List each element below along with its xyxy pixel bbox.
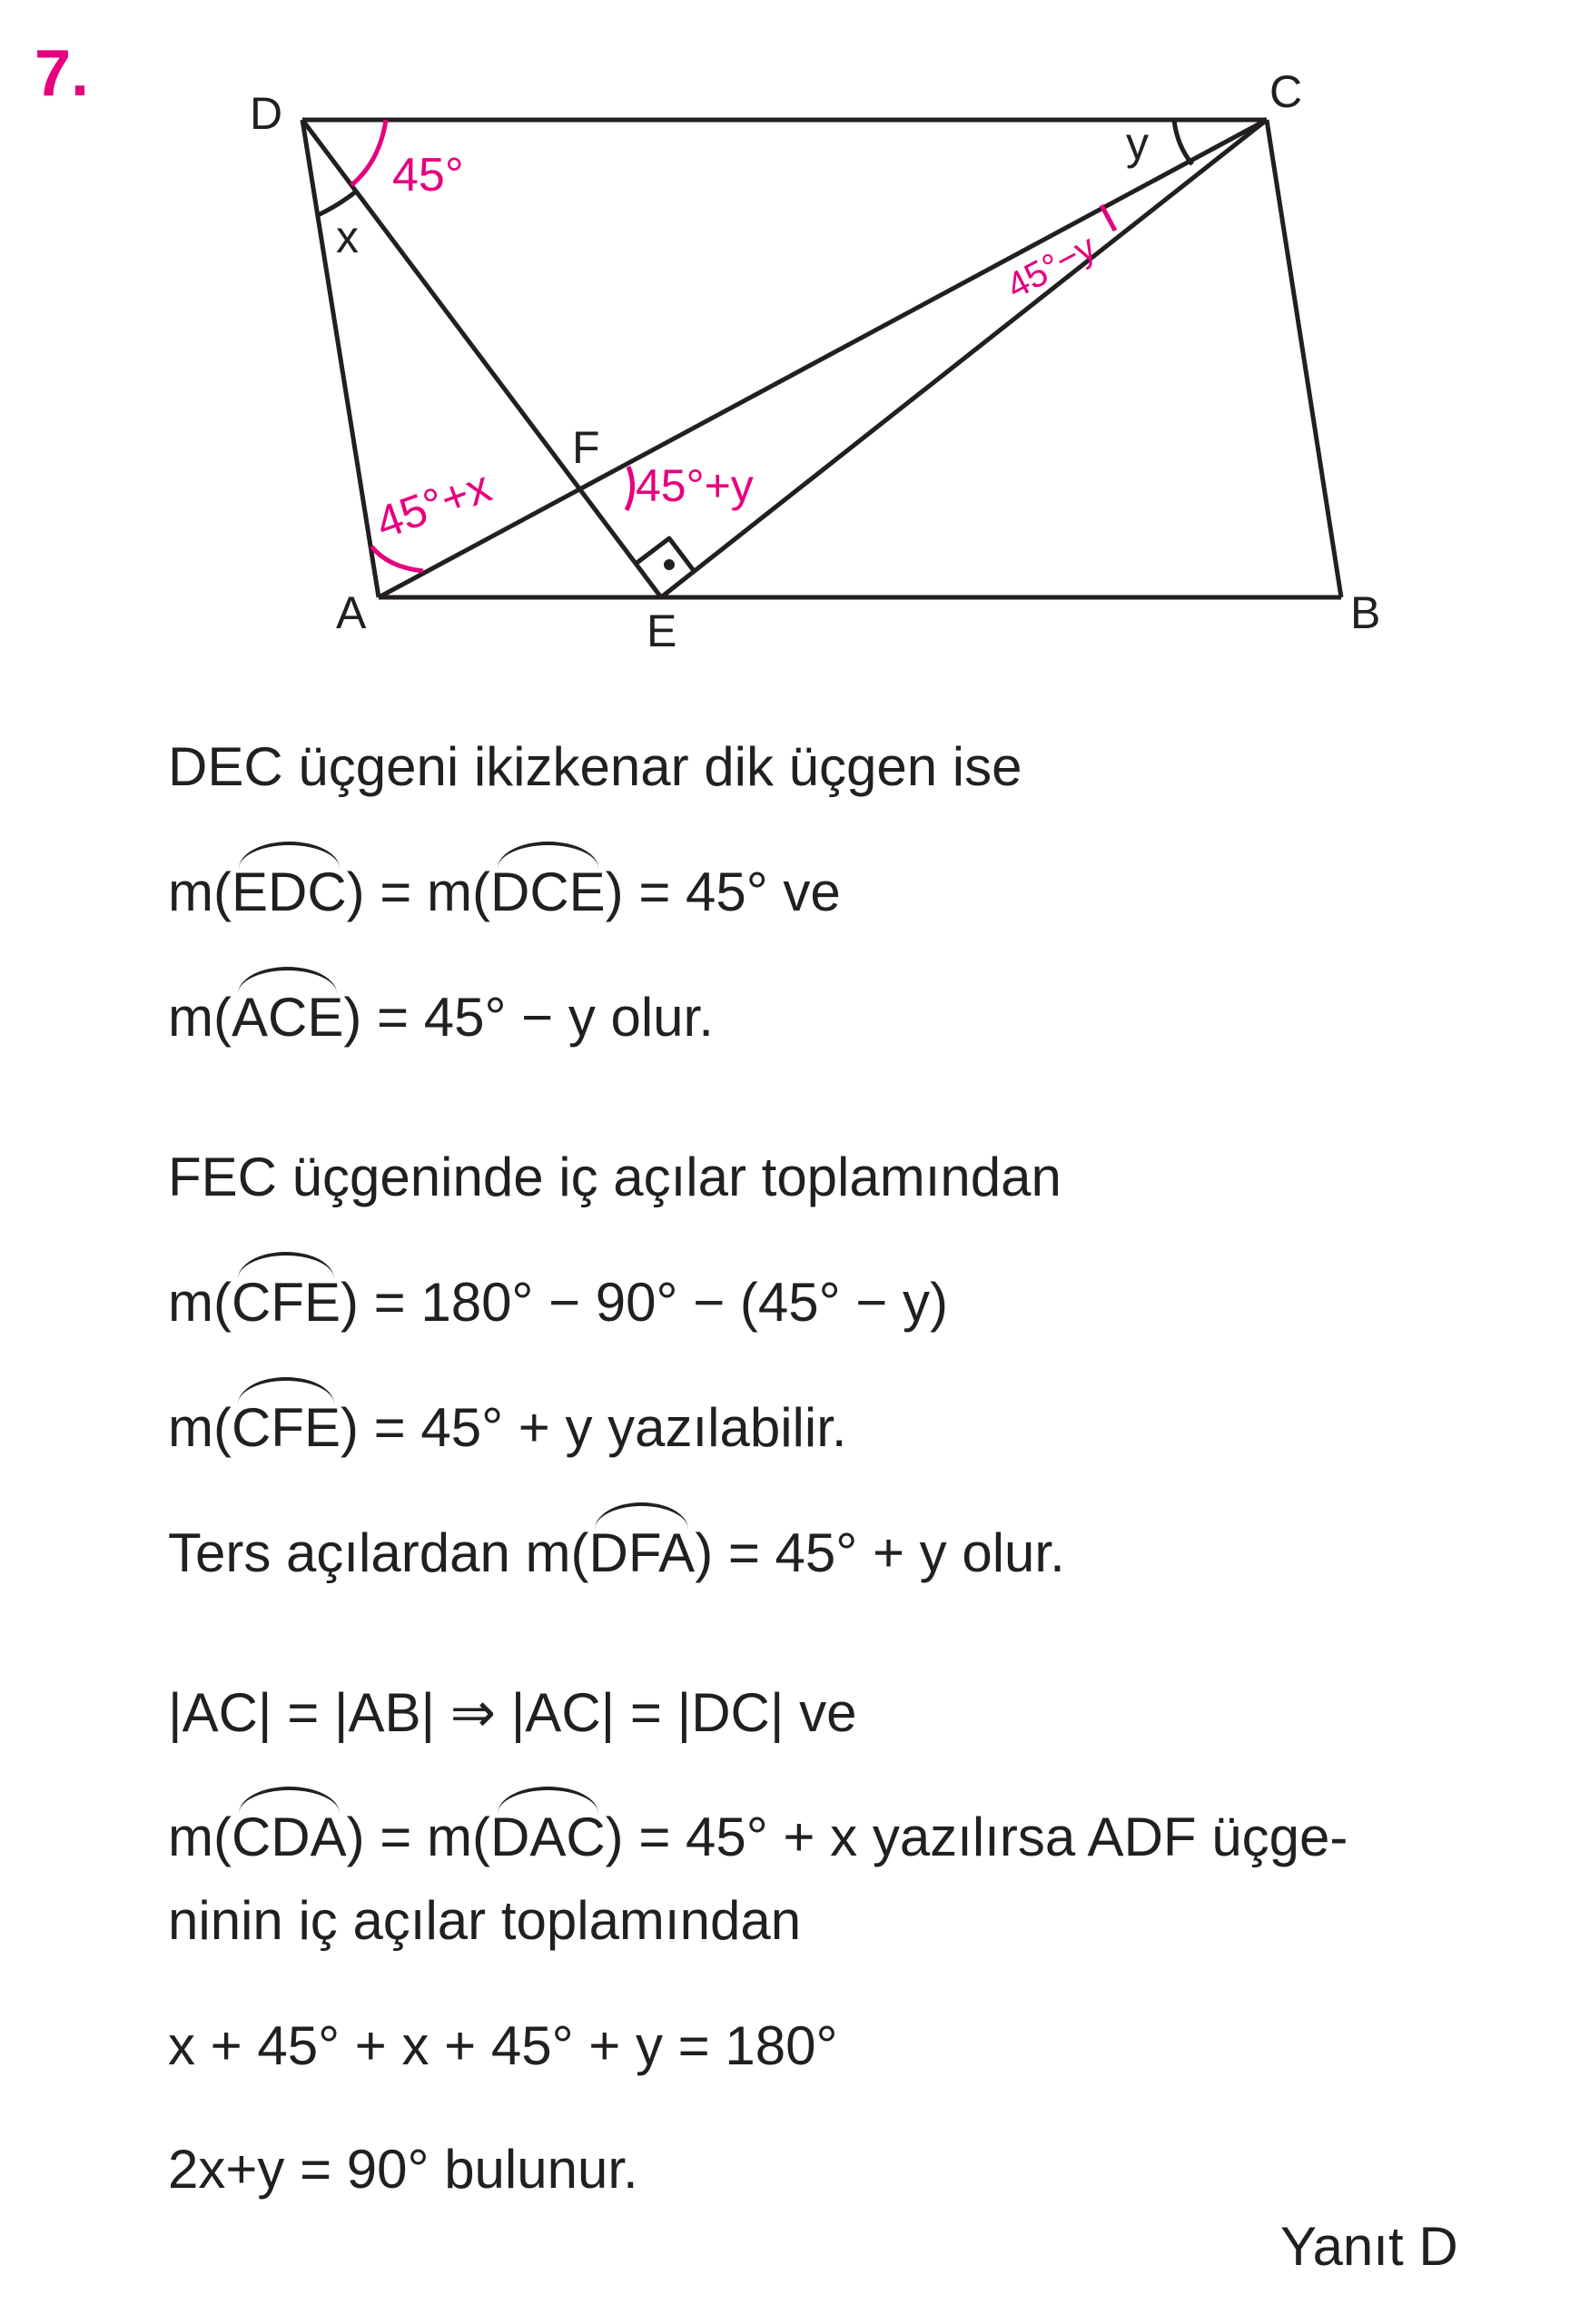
arc-y bbox=[1174, 120, 1192, 164]
text-segment: ) = 45° − y olur. bbox=[343, 987, 714, 1048]
side-da bbox=[302, 120, 379, 597]
angle-dac: DAC bbox=[489, 1807, 606, 1867]
text-segment: m( bbox=[168, 862, 232, 922]
angle-label-ace: 45°−y bbox=[1000, 227, 1102, 307]
label-b: B bbox=[1350, 587, 1381, 638]
angle-ace: ACE bbox=[231, 987, 344, 1048]
diagonal-ac bbox=[379, 120, 1267, 597]
text-segment: ) = 45° + y yazılabilir. bbox=[340, 1397, 847, 1458]
angle-cda: CDA bbox=[231, 1807, 347, 1867]
label-c: C bbox=[1269, 66, 1303, 117]
angle-label-x: x bbox=[336, 212, 359, 262]
segment-ce bbox=[661, 120, 1267, 597]
side-cb bbox=[1267, 120, 1341, 597]
solution-line-3 bbox=[168, 987, 714, 1048]
label-f: F bbox=[572, 422, 600, 473]
label-d: D bbox=[250, 88, 283, 139]
arc-cfe bbox=[627, 467, 633, 510]
answer-text: Yanıt D bbox=[1280, 2216, 1458, 2277]
text-segment: ) = 45° + x yazılırsa ADF üçge- bbox=[605, 1807, 1348, 1867]
arc-45-edc bbox=[351, 120, 386, 185]
angle-label-cfe: 45°+y bbox=[636, 460, 754, 511]
solution-line-5 bbox=[168, 1272, 948, 1333]
solution-line-7 bbox=[168, 1522, 1065, 1583]
text-segment: ) = m( bbox=[346, 1807, 490, 1867]
solution-line-2 bbox=[168, 862, 841, 922]
solution-line-6 bbox=[168, 1397, 847, 1458]
angle-cfe: CFE bbox=[231, 1272, 341, 1333]
solution-line-10: ninin iç açılar toplamından bbox=[168, 1890, 802, 1951]
solution-line-4: FEC üçgeninde iç açılar toplamından bbox=[168, 1147, 1061, 1207]
text-segment: ) = 45° ve bbox=[605, 862, 841, 922]
solution-line-11: x + 45° + x + 45° + y = 180° bbox=[168, 2015, 838, 2076]
label-a: A bbox=[336, 587, 367, 638]
text-segment: ) = m( bbox=[346, 862, 490, 922]
solution-line-12: 2x+y = 90° bulunur. bbox=[168, 2139, 638, 2200]
angle-dce: DCE bbox=[489, 862, 606, 922]
angle-label-edc: 45° bbox=[392, 149, 464, 202]
question-number: 7. bbox=[35, 37, 90, 110]
text-segment: m( bbox=[168, 1397, 232, 1458]
right-angle-dot bbox=[664, 559, 675, 570]
text-segment: m( bbox=[168, 1807, 232, 1867]
text-segment: ) = 180° − 90° − (45° − y) bbox=[340, 1272, 948, 1333]
text-segment: m( bbox=[168, 987, 232, 1048]
angle-dfa: DFA bbox=[588, 1522, 696, 1583]
geometry-figure bbox=[0, 0, 1570, 690]
text-segment: Ters açılardan m( bbox=[168, 1522, 589, 1583]
angle-edc: EDC bbox=[231, 862, 347, 922]
solution-line-1: DEC üçgeni ikizkenar dik üçgen ise bbox=[168, 736, 1022, 797]
arc-ace-tick bbox=[1101, 205, 1115, 231]
angle-label-y: y bbox=[1126, 118, 1149, 169]
segment-de bbox=[302, 120, 661, 597]
solution-line-9 bbox=[168, 1807, 1348, 1867]
text-segment: ) = 45° + y olur. bbox=[695, 1522, 1065, 1583]
label-e: E bbox=[647, 606, 677, 656]
solution-line-8: |AC| = |AB| ⇒ |AC| = |DC| ve bbox=[168, 1682, 857, 1743]
angle-label-dac: 45°+x bbox=[369, 460, 498, 549]
text-segment: m( bbox=[168, 1272, 232, 1333]
angle-cfe: CFE bbox=[231, 1397, 341, 1458]
arc-dac bbox=[371, 547, 423, 571]
